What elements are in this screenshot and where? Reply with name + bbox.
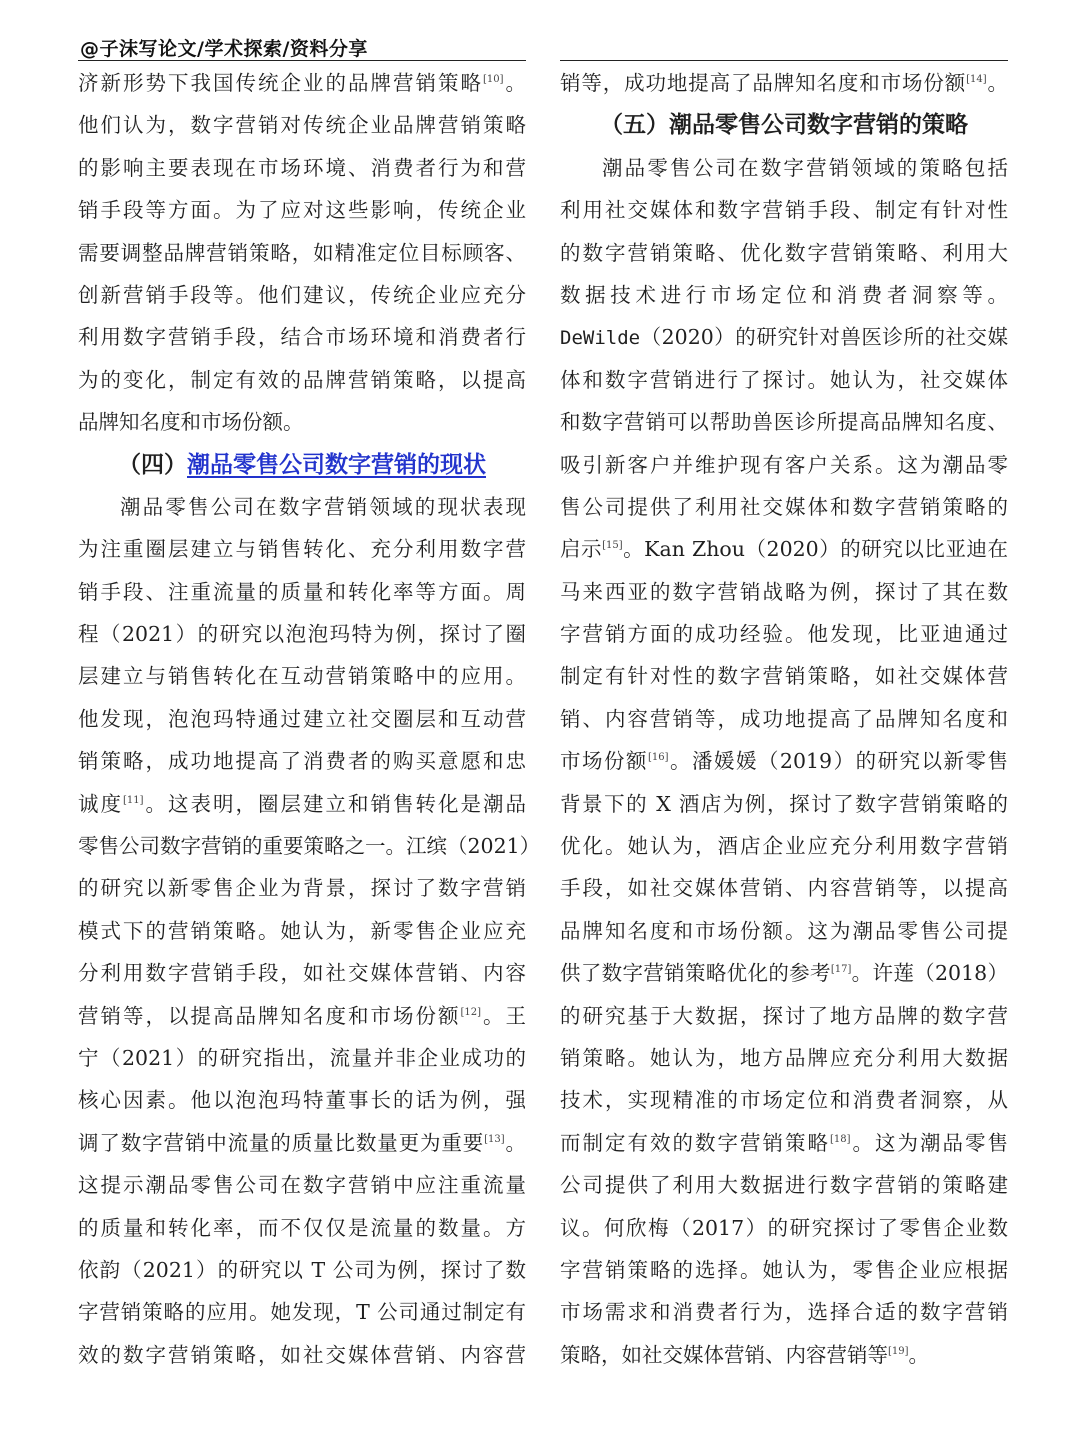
text-line: 的质量和转化率，而不仅仅是流量的数量。方 — [78, 1215, 526, 1240]
text-line: 程（2021）的研究以泡泡玛特为例，探讨了圈 — [78, 622, 526, 647]
text-line: 销策略。她认为，地方品牌应充分利用大数据 — [560, 1045, 1008, 1070]
text-line: 制定有针对性的数字营销策略，如社交媒体营 — [560, 664, 1008, 689]
citation-ref[interactable]: [19] — [888, 1345, 909, 1357]
citation-ref[interactable]: [18] — [829, 1133, 851, 1145]
text-line: 营销等，以提高品牌知名度和市场份额[12]。王 — [78, 1003, 527, 1028]
section-heading-4: （四）潮品零售公司数字营销的现状 — [118, 451, 486, 478]
text-line: 而制定有效的数字营销策略[18]。这为潮品零售 — [560, 1130, 1009, 1155]
citation-ref[interactable]: [13] — [484, 1133, 505, 1145]
text-line: 宁（2021）的研究指出，流量并非企业成功的 — [78, 1045, 526, 1070]
text-line: 马来西亚的数字营销战略为例，探讨了其在数 — [560, 579, 1008, 604]
text-line: 销等，成功地提高了品牌知名度和市场份额[14]。 — [560, 71, 1009, 95]
text-line: 他发现，泡泡玛特通过建立社交圈层和互动营 — [78, 706, 526, 731]
text-line: 品牌知名度和市场份额。 — [78, 410, 304, 435]
text-line: 分利用数字营销手段，如社交媒体营销、内容 — [78, 961, 526, 986]
citation-ref[interactable]: [15] — [602, 540, 623, 552]
section-heading-5: （五）潮品零售公司数字营销的策略 — [600, 112, 968, 139]
text-line: 为注重圈层建立与销售转化、充分利用数字营 — [78, 537, 526, 562]
citation-ref[interactable]: [14] — [966, 74, 987, 86]
text-line: 需要调整品牌营销策略，如精准定位目标顾客、 — [78, 240, 526, 265]
text-line: 创新营销手段等。他们建议，传统企业应充分 — [78, 282, 526, 307]
text-line: 零售公司数字营销的重要策略之一。江缤（2021） — [78, 834, 541, 859]
text-line: 的研究以新零售企业为背景，探讨了数字营销 — [78, 876, 526, 901]
text-line: 技术，实现精准的市场定位和消费者洞察，从 — [560, 1088, 1008, 1113]
text-line: 售公司提供了利用社交媒体和数字营销策略的 — [560, 494, 1008, 519]
citation-ref[interactable]: [16] — [647, 752, 669, 764]
citation-ref[interactable]: [10] — [482, 74, 504, 86]
text-line: 的影响主要表现在市场环境、消费者行为和营 — [78, 155, 526, 180]
text-line: 诚度[11]。这表明，圈层建立和销售转化是潮品 — [78, 791, 527, 816]
text-line: 启示[15]。Kan Zhou（2020）的研究以比亚迪在 — [560, 537, 1009, 562]
text-line: 市场份额[16]。潘媛媛（2019）的研究以新零售 — [560, 749, 1009, 774]
text-line: 市场需求和消费者行为，选择合适的数字营销 — [560, 1300, 1008, 1325]
text-line: 核心因素。他以泡泡玛特董事长的话为例，强 — [78, 1088, 526, 1113]
text-line: 的数字营销策略、优化数字营销策略、利用大 — [560, 240, 1008, 265]
header-rule-right — [560, 60, 1008, 61]
text-line: 依韵（2021）的研究以 T 公司为例，探讨了数 — [78, 1257, 526, 1282]
text-line: 潮品零售公司在数字营销领域的策略包括 — [602, 155, 1008, 180]
text-line: DeWilde（2020）的研究针对兽医诊所的社交媒 — [560, 325, 1008, 350]
header-rule-left — [78, 60, 526, 61]
text-line: 他们认为，数字营销对传统企业品牌营销策略 — [78, 113, 526, 138]
text-line: 销策略，成功地提高了消费者的购买意愿和忠 — [78, 749, 526, 774]
text-line: 这提示潮品零售公司在数字营销中应注重流量 — [78, 1173, 526, 1198]
text-line: 为的变化，制定有效的品牌营销策略，以提高 — [78, 367, 526, 392]
text-line: 字营销策略的选择。她认为，零售企业应根据 — [560, 1257, 1008, 1282]
text-line: 供了数字营销策略优化的参考[17]。许莲（2018） — [560, 961, 1009, 986]
left-column — [78, 62, 541, 1376]
text-line: 和数字营销可以帮助兽医诊所提高品牌知名度、 — [560, 410, 1008, 435]
text-line: 公司提供了利用大数据进行数字营销的策略建 — [560, 1173, 1008, 1198]
text-line: 品牌知名度和市场份额。这为潮品零售公司提 — [560, 918, 1008, 943]
citation-ref[interactable]: [12] — [460, 1006, 482, 1018]
page-header-title: @子沫写论文/学术探索/资料分享 — [80, 38, 368, 60]
text-line: 的研究基于大数据，探讨了地方品牌的数字营 — [560, 1003, 1008, 1028]
text-line: 济新形势下我国传统企业的品牌营销策略[10]。 — [78, 71, 527, 95]
text-line: 销手段等方面。为了应对这些影响，传统企业 — [78, 198, 526, 223]
text-line: 字营销方面的成功经验。他发现，比亚迪通过 — [560, 622, 1008, 647]
text-line: 潮品零售公司在数字营销领域的现状表现 — [120, 494, 526, 519]
text-line: 调了数字营销中流量的质量比数量更为重要[13]。 — [78, 1130, 527, 1155]
text-line: 利用社交媒体和数字营销手段、制定有针对性 — [560, 198, 1008, 223]
text-line: 背景下的 X 酒店为例，探讨了数字营销策略的 — [560, 791, 1008, 816]
text-line: 数据技术进行市场定位和消费者洞察等。 — [560, 282, 1008, 307]
text-line: 销、内容营销等，成功地提高了品牌知名度和 — [560, 706, 1008, 731]
text-line: 体和数字营销进行了探讨。她认为，社交媒体 — [560, 367, 1008, 392]
text-line: 策略，如社交媒体营销、内容营销等[19]。 — [560, 1342, 930, 1367]
text-line: 模式下的营销策略。她认为，新零售企业应充 — [78, 918, 526, 943]
text-line: 手段，如社交媒体营销、内容营销等，以提高 — [560, 876, 1008, 901]
text-line: 议。何欣梅（2017）的研究探讨了零售企业数 — [560, 1215, 1008, 1240]
text-line: 字营销策略的应用。她发现，T 公司通过制定有 — [78, 1300, 526, 1325]
citation-ref[interactable]: [11] — [123, 794, 144, 806]
right-column — [560, 62, 1008, 1376]
text-line: 优化。她认为，酒店企业应充分利用数字营销 — [560, 834, 1008, 859]
text-line: 吸引新客户并维护现有客户关系。这为潮品零 — [560, 452, 1008, 477]
text-line: 效的数字营销策略，如社交媒体营销、内容营 — [78, 1342, 526, 1367]
text-line: 销手段、注重流量的质量和转化率等方面。周 — [78, 579, 526, 604]
section-heading-link[interactable]: 潮品零售公司数字营销的现状 — [187, 451, 486, 478]
citation-ref[interactable]: [17] — [830, 964, 852, 976]
text-line: 利用数字营销手段，结合市场环境和消费者行 — [78, 325, 526, 350]
text-line: 层建立与销售转化在互动营销策略中的应用。 — [78, 664, 526, 689]
